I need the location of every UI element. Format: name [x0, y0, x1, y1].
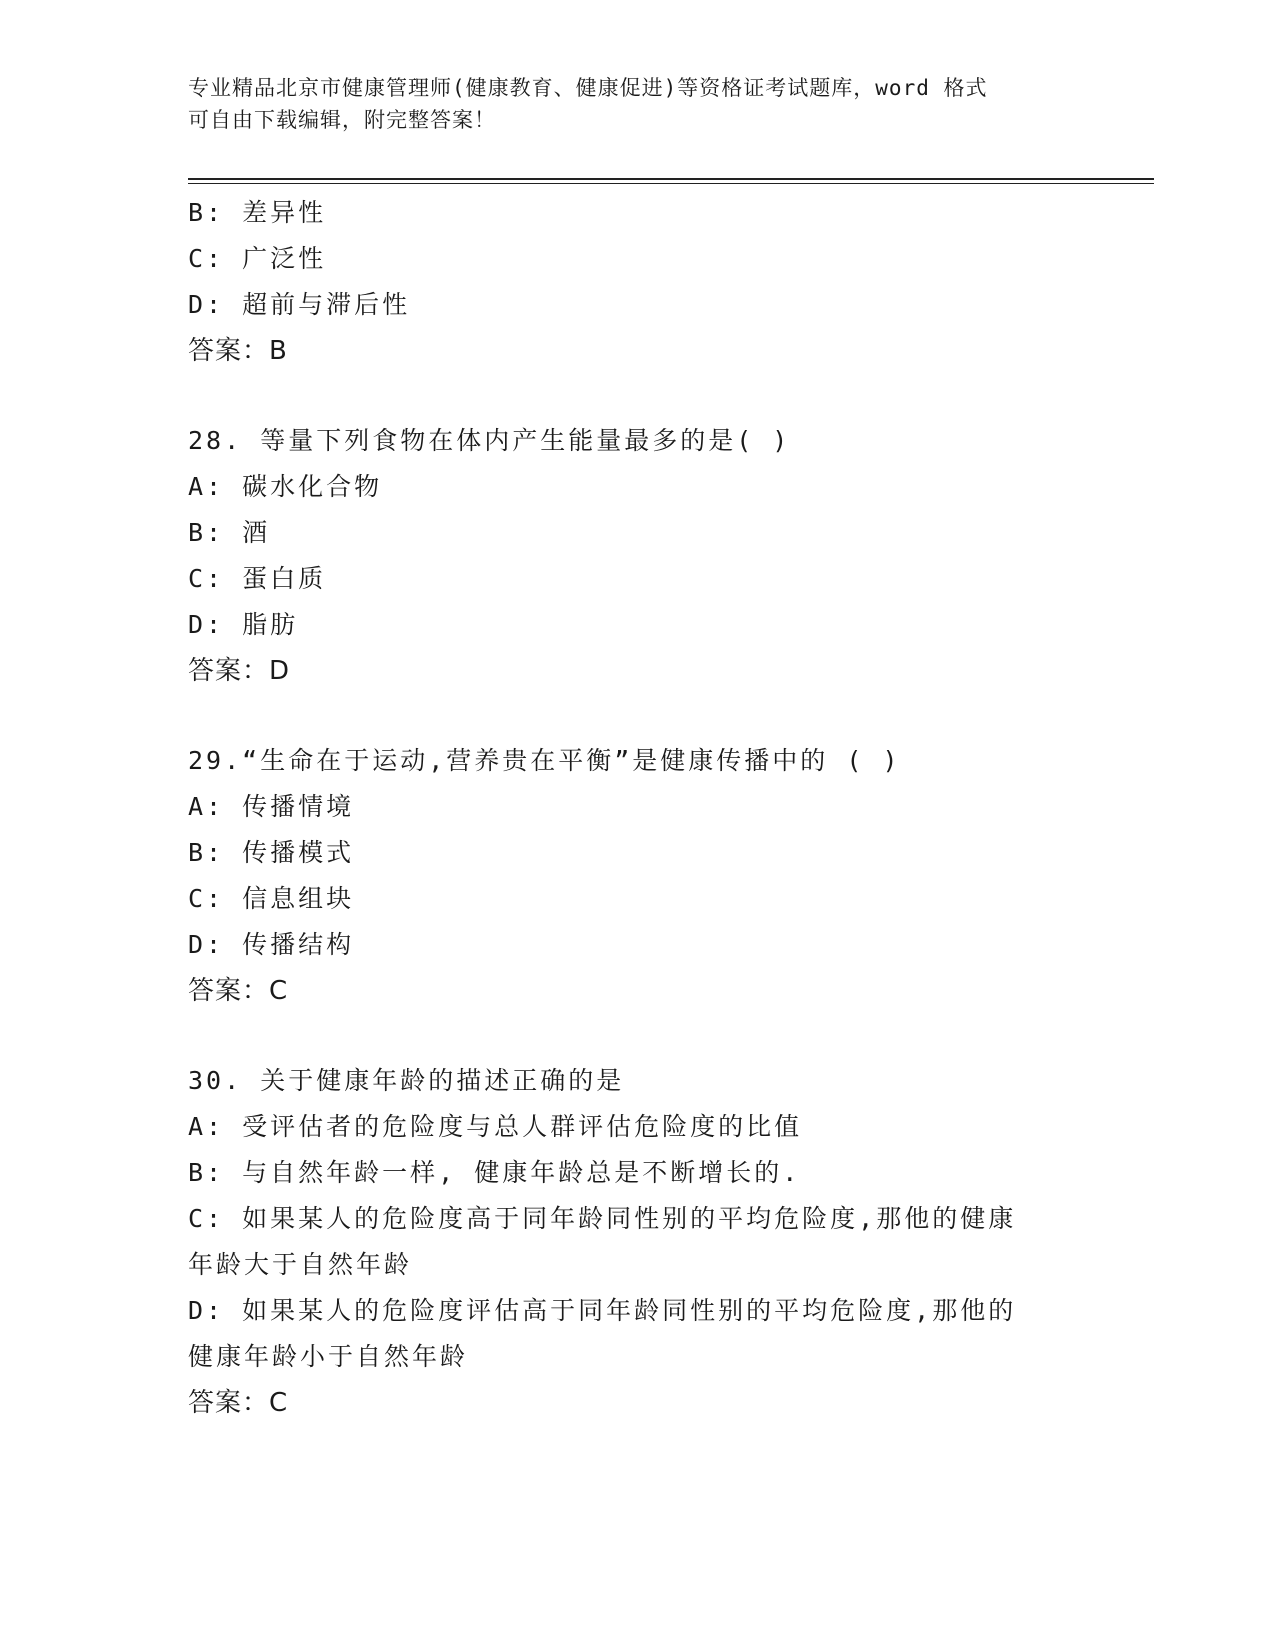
question-block-30: [188, 1058, 1088, 1426]
question-block-28: [188, 418, 1088, 694]
answer-text: 答案：B: [188, 336, 288, 366]
option-b: B: 酒: [188, 518, 271, 547]
option-c: C: 如果某人的危险度高于同年龄同性别的平均危险度,那他的健康年龄大于自然年龄: [188, 1204, 1017, 1279]
document-header: [188, 72, 1088, 136]
option-d: D: 传播结构: [188, 930, 355, 959]
option-c: C: 信息组块: [188, 884, 355, 913]
answer-text: 答案：D: [188, 656, 291, 686]
question-block-27: [188, 190, 1088, 374]
option-b: B: 差异性: [188, 198, 327, 227]
header-divider-thin: [188, 183, 1154, 184]
answer-text: 答案：C: [188, 1388, 289, 1418]
answer-text: 答案：C: [188, 976, 289, 1006]
option-a: A: 受评估者的危险度与总人群评估危险度的比值: [188, 1112, 803, 1141]
header-title-line-1: 专业精品北京市健康管理师(健康教育、健康促进)等资格证考试题库，word 格式: [188, 76, 988, 100]
option-d: D: 脂肪: [188, 610, 299, 639]
question-text: 28. 等量下列食物在体内产生能量最多的是( ): [188, 426, 791, 455]
option-c: C: 广泛性: [188, 244, 327, 273]
option-b: B: 传播模式: [188, 838, 355, 867]
question-text: 29.“生命在于运动,营养贵在平衡”是健康传播中的 ( ): [188, 746, 901, 775]
question-text: 30. 关于健康年龄的描述正确的是: [188, 1066, 625, 1095]
question-list: [188, 190, 1088, 1426]
header-divider-thick: [188, 178, 1154, 180]
option-a: A: 碳水化合物: [188, 472, 383, 501]
question-block-29: [188, 738, 1088, 1014]
header-title-line-2: 可自由下载编辑，附完整答案！: [188, 108, 496, 132]
option-a: A: 传播情境: [188, 792, 355, 821]
option-b: B: 与自然年龄一样, 健康年龄总是不断增长的.: [188, 1158, 801, 1187]
option-c: C: 蛋白质: [188, 564, 327, 593]
option-d: D: 超前与滞后性: [188, 290, 411, 319]
option-d: D: 如果某人的危险度评估高于同年龄同性别的平均危险度,那他的健康年龄小于自然年龄: [188, 1296, 1017, 1371]
